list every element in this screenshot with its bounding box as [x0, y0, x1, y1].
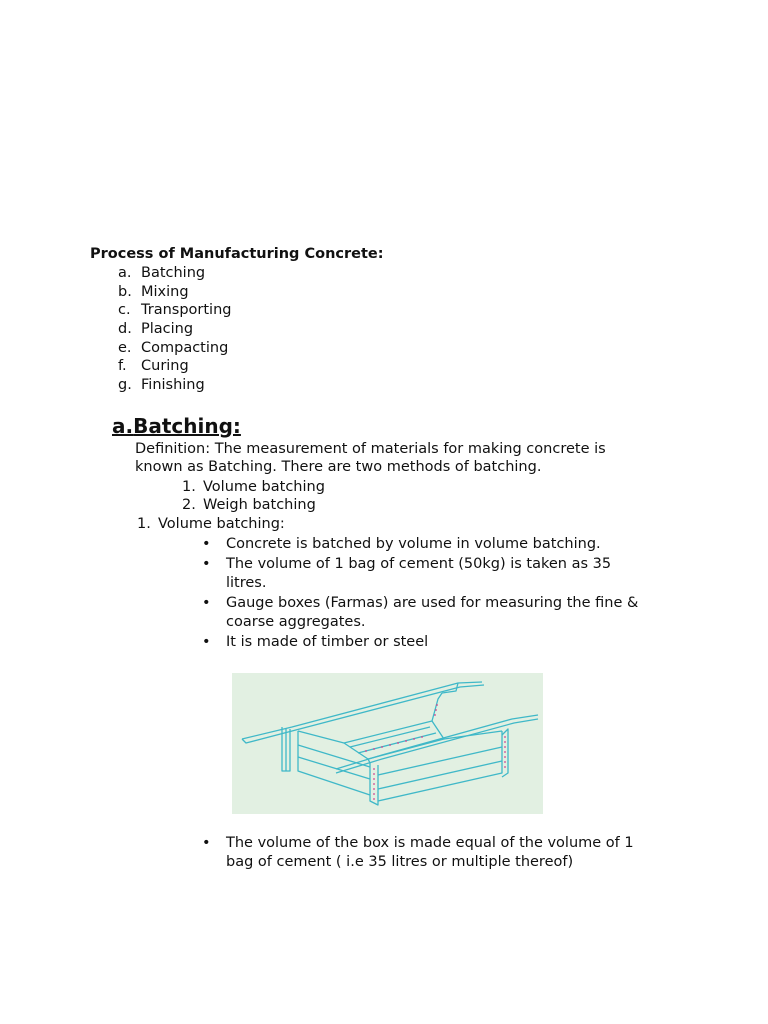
batching-heading-marker: a. [112, 414, 134, 438]
bullet-text: litres. [226, 575, 267, 591]
bullet-icon: • [202, 595, 211, 611]
bullet-text: The volume of 1 bag of cement (50kg) is taken as 35 [226, 556, 612, 572]
batching-heading [112, 412, 241, 440]
bullet-text: Concrete is batched by volume in volume batching. [226, 536, 601, 552]
bullet-icon: • [202, 634, 211, 650]
definition-line: Definition: The measurement of materials for making concrete is [135, 441, 606, 457]
volume-batching-subheading: 1. Volume batching: [137, 516, 285, 532]
bullet-text: The volume of the box is made equal of the volume of 1 [226, 835, 634, 851]
process-item: b. Mixing [118, 284, 189, 300]
method-item: 2. Weigh batching [182, 497, 316, 513]
process-item: a. Batching [118, 265, 206, 281]
bullet-text: coarse aggregates. [226, 614, 366, 630]
process-title: Process of Manufacturing Concrete: [90, 246, 384, 262]
bullet-text: bag of cement ( i.e 35 litres or multiple thereof) [226, 854, 574, 870]
bullet-text: Gauge boxes (Farmas) are used for measuring the fine & [226, 595, 639, 611]
process-item: f. Curing [118, 358, 189, 374]
process-item: g. Finishing [118, 377, 205, 393]
process-item: d. Placing [118, 321, 194, 337]
process-item: c. Transporting [118, 302, 232, 318]
bullet-icon: • [202, 556, 211, 572]
bullet-text: It is made of timber or steel [226, 634, 429, 650]
batching-heading-text: Batching: [133, 414, 241, 438]
bullet-icon: • [202, 536, 211, 552]
bullet-icon: • [202, 835, 211, 851]
process-item: e. Compacting [118, 340, 229, 356]
method-item: 1. Volume batching [182, 479, 325, 495]
gauge-box-illustration-icon [232, 673, 543, 814]
gauge-box-figure [232, 673, 543, 814]
definition-line: known as Batching. There are two methods of batching. [135, 459, 542, 475]
